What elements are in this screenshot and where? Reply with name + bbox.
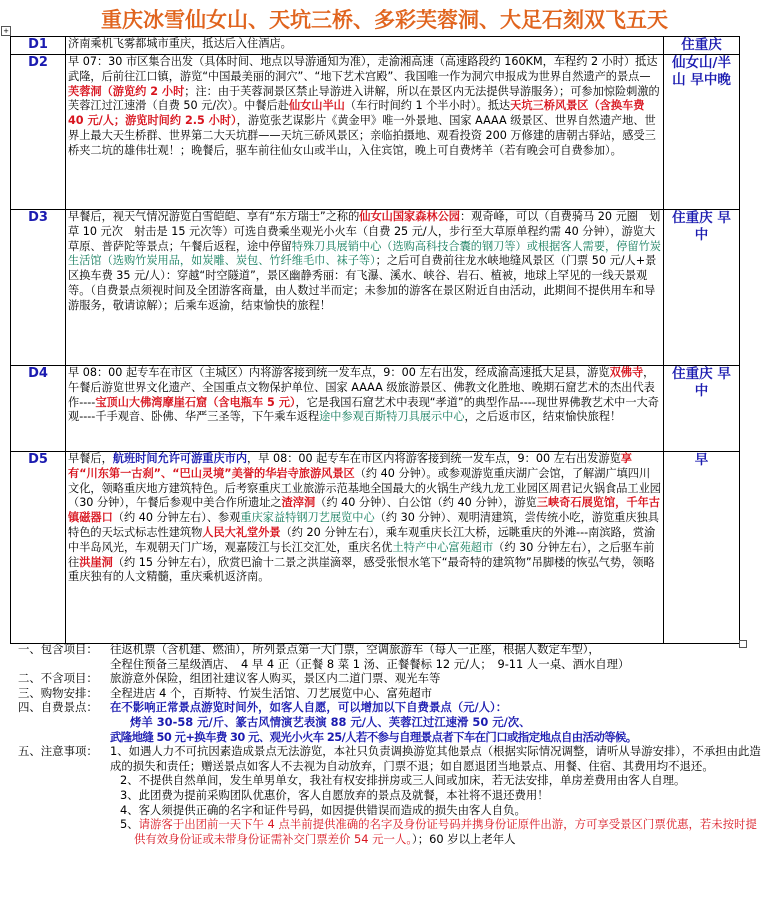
optional-text-3: 武隆地缝 50 元+换车费 30 元、观光小火车 25/人若不参与自理景点者下车在门口或指定地点自由活动等候。 (110, 729, 637, 744)
highlight-text: 芙蓉洞（游览约 2 小时 (68, 84, 185, 98)
desc-text: ；注：由于芙蓉洞景区禁止导游进入讲解，所以在景区内无法提供导游服务）；可参加惊险刺激的芙蓉江过江速滑（自费 50 元/次）。中餐后赴 (68, 84, 660, 113)
highlight-text: 渣滓洞 (281, 496, 316, 510)
attention-item-5 (10, 817, 765, 846)
desc-text: （约 15 分钟左右），欣赏巴渝十二景之洪崖滴翠，感受张恨水笔下“最奇特的建筑物”吊脚楼的恢弘气势，领略重庆独有的人文精髓，重庆乘机返济南。 (68, 555, 655, 584)
day-description (66, 366, 664, 452)
table-anchor-icon[interactable]: + (1, 26, 11, 36)
table-row (11, 210, 740, 366)
highlight-text: 天坑三桥风景区（含换车费 40 元/人；游览时间约 2.5 小时） (68, 99, 645, 128)
stay-info: 住重庆 (664, 37, 740, 55)
inclusion-row (10, 642, 765, 657)
highlight-text: 宝顶山大佛湾摩崖石窟（含电瓶车 5 元） (95, 395, 296, 409)
table-row (11, 55, 740, 210)
desc-text: ，之后返市区，结束愉快旅程！ (464, 410, 622, 424)
desc-text: ，早 08：00 起专车在市区内将游客接到统一发车点，9：00 左右出发游览 (247, 452, 621, 465)
desc-text: ：观奇峰，可以（自费骑马 20 元圈 划草 10 元次 射击是 15 元次等）可选自费乘坐观光小火车（自费 25 元/人，步行至大草原单程约需 40 分钟），游览大草原、普萨陀等景点；午餐后返程，途中停留 (68, 210, 661, 253)
desc-text: 早餐后，视天气情况游览白雪皑皑、享有“东方瑞士”之称的 (68, 210, 360, 223)
attention-row (10, 744, 765, 773)
highlight-text: 双佛寺 (609, 366, 644, 379)
exclusion-text: 旅游意外保险，组团社建议客人购买，景区内二道门票、观光车等 (110, 671, 441, 686)
highlight-text: 享有“川东第一古刹”、“巴山灵境”美誉的华岩寺旅游风景区 (68, 452, 632, 480)
table-row (11, 452, 740, 644)
desc-text: 早餐后， (68, 452, 113, 465)
stay-info: 住重庆 早中 (664, 210, 740, 366)
desc-text: （约 30 分钟左右），之后驱车前往 (68, 540, 655, 569)
optional-row (10, 700, 765, 715)
day-description (66, 55, 664, 210)
attention-item-1: 1、如遇人力不可抗因素造成景点无法游览，本社只负责调换游览其他景点（根据实际情况调整，请听从导游安排），不承担由此造成的损失和责任；赠送景点如客人不去视为自动放弃，门票不退；如自愿退团当地景点、用餐、住宿、其费用均不退还。 (110, 744, 761, 773)
day-label: D1 (11, 37, 66, 55)
stay-info: 早 (664, 452, 740, 644)
exclusion-row (10, 671, 765, 686)
highlight-text: 仙女山国家森林公园 (359, 210, 460, 223)
attention-number: 5、 (120, 817, 139, 832)
desc-text: ，游览张艺谋影片《黄金甲》唯一外景地、国家 AAAA 级景区、世界自然遗产地、世界上最大天生桥群、世界第二大天坑群——天坑三硚风景区；亲临拍摄地、观看投资 200 万修建的唐朝古驿站，感受三桥夹二坑的雄伟壮观！；晚餐后，驱车前往仙女山或半山，入住宾馆，晚上可自费烤羊（若有晚会可自费参加）。 (68, 114, 656, 157)
shopping-row (10, 686, 765, 701)
inclusion-text: 往返机票（含机建、燃油），所列景点第一大门票，空调旅游车（每人一正座，根据人数定车型）， (110, 642, 600, 656)
attention-item-3: 3、此团费为提前采购团队优惠价，客人自愿放弃的景点及就餐，本社将不退还费用！ (120, 787, 549, 802)
optional-label: 四、自费景点： (18, 700, 98, 715)
day-label: D5 (11, 452, 66, 644)
highlight-text: 航班时间允许可游重庆市内 (112, 452, 248, 465)
exclusion-label: 二、不含项目： (18, 671, 98, 686)
stay-info: 住重庆 早中 (664, 366, 740, 452)
page-title: 重庆冰雪仙女山、天坑三桥、多彩芙蓉洞、大足石刻双飞五天 (101, 8, 668, 32)
optional-text: 在不影响正常景点游览时间外，如客人自愿，可以增加以下自费景点（元/人）： (110, 700, 508, 715)
itinerary-table (10, 36, 740, 644)
desc-text: （约 40 分钟左右）、参观 (112, 511, 241, 525)
notes-section (10, 642, 765, 846)
day-label: D4 (11, 366, 66, 452)
table-row (11, 37, 740, 55)
attention-warning: 请游客于出团前一天下午 4 点半前提供准确的名字及身份证号码并携身份证原件出游，方可享受景区门票优惠，若未按时提供有效身份证或未带身份证需补交门票差价 54 元一人。 (134, 817, 757, 846)
desc-text: 早 08：00 起专车在市区（主城区）内将游客接到统一发车点，9：00 左右出发，经成渝高速抵大足县，游览 (68, 366, 610, 379)
highlight-text: 洪崖洞 (79, 555, 113, 569)
shop-text: 特殊刀具展销中心（选购高科技合囊的钢刀等）或根据客人需要，停留竹炭生活馆（选购竹炭用品，如炭雕、炭包、竹纤维毛巾、袜子等） (68, 239, 661, 268)
shopping-label: 三、购物安排： (18, 685, 98, 700)
attention-label: 五、注意事项： (18, 744, 98, 759)
inclusion-label: 一、包含项目： (18, 642, 98, 656)
desc-text: ，它是我国石窟艺术中表现“孝道”的典型作品----现世界佛教艺术中一大奇观----千手观音、卧佛、华严三圣等，下午乘车返程 (68, 395, 659, 424)
attention-item-4: 4、客人须提供正确的名字和证件号码，如因提供错误而造成的损失由客人自负。 (120, 802, 526, 817)
desc-text: （约 40 分钟）、白公馆（约 40 分钟），游览 (315, 496, 537, 510)
stay-info: 仙女山/半山 早中晚 (664, 55, 740, 210)
attention-tail: ）；60 岁以上老年人 (412, 831, 516, 846)
shop-text: 土特产中心富苑超市 (392, 540, 494, 554)
shopping-text: 全程进店 4 个，百斯特、竹炭生活馆、刀艺展览中心、富苑超市 (110, 685, 433, 700)
desc-text: ，午餐后游览世界文化遗产、全国重点文物保护单位、国家 AAAA 级旅游景区、佛教文化胜地、晚期石窟艺术的杰出代表作---- (68, 366, 655, 409)
desc-text: （约 30 分钟）、观明清建筑，尝传统小吃，游览重庆独具特色的天坛式标志性建筑物 (68, 511, 659, 539)
desc-text: （车行时间约 1 个半小时）。抵达 (344, 99, 511, 113)
desc-text: （约 40 分钟）。或参观游览重庆湖广会馆，了解湖广填四川文化，领略重庆地方建筑特色。后考察重庆工业旅游示范基地全国最大的火锅生产线九龙工业园区周君记火锅食品工业园（30 分钟），午餐后参观中美合作所遗址之 (68, 466, 661, 510)
desc-text: ；之后可自费前往龙水峡地缝风景区（门票 50 元/人+景区换车费 35 元/人）：穿越“时空隧道”，景区幽静秀丽：有飞瀑、溪水、峡谷、岩石、植被，地球上罕见的一线天景观等。（自费景点须视时间及全团游客商量，由人数过半而定；未参加的游客在景区附近自由活动，此期间不提供用车和导游服务，敬请谅解）；后乘车返渝，结束愉快的旅程！ (68, 254, 657, 312)
table-row (11, 366, 740, 452)
highlight-text: 仙女山半山 (288, 99, 345, 113)
highlight-text: 三峡奇石展览馆，千年古镇磁器口 (68, 496, 660, 525)
attention-item-2: 2、不提供自然单间，发生单男单女，我社有权安排拼房或三人间或加床，若无法安排，单房差费用由客人自理。 (120, 773, 686, 788)
desc-text: （约 20 分钟左右），乘车观重庆长江大桥，远眺重庆的外滩---南滨路，赏渝中半岛风光，车观朝天门广场，观嘉陵江与长江交汇处，重庆名优 (68, 525, 656, 554)
day-label: D3 (11, 210, 66, 366)
inclusion-text-2: 全程住预备三星级酒店、 4 早 4 正（正餐 8 菜 1 汤、正餐餐标 12 元/人； 9-11 人一桌、酒水自理） (110, 656, 630, 671)
day-label: D2 (11, 55, 66, 210)
day-description (66, 452, 664, 644)
shop-text: 重庆家益特钢刀艺展览中心 (240, 511, 375, 525)
optional-text-2: 烤羊 30-58 元/斤、篆古风情演艺表演 88 元/人、芙蓉江过江速滑 50 元/次、 (130, 714, 531, 729)
day-description (66, 210, 664, 366)
highlight-text: 人民大礼堂外景 (202, 525, 281, 539)
day-description: 济南乘机飞雾都城市重庆，抵达后入住酒店。 (66, 37, 664, 55)
desc-text: 早 07：30 市区集合出发（具体时间、地点以导游通知为准），走渝湘高速（高速路段约 160KM，车程约 2 小时）抵达武隆，后前往江口镇，游览“中国最美丽的洞穴”、“地下艺术宫殿”、我国唯一作为洞穴申报成为世界自然遗产的景点— (68, 55, 658, 83)
shop-text: 途中参观百斯特刀具展示中心 (319, 410, 465, 424)
